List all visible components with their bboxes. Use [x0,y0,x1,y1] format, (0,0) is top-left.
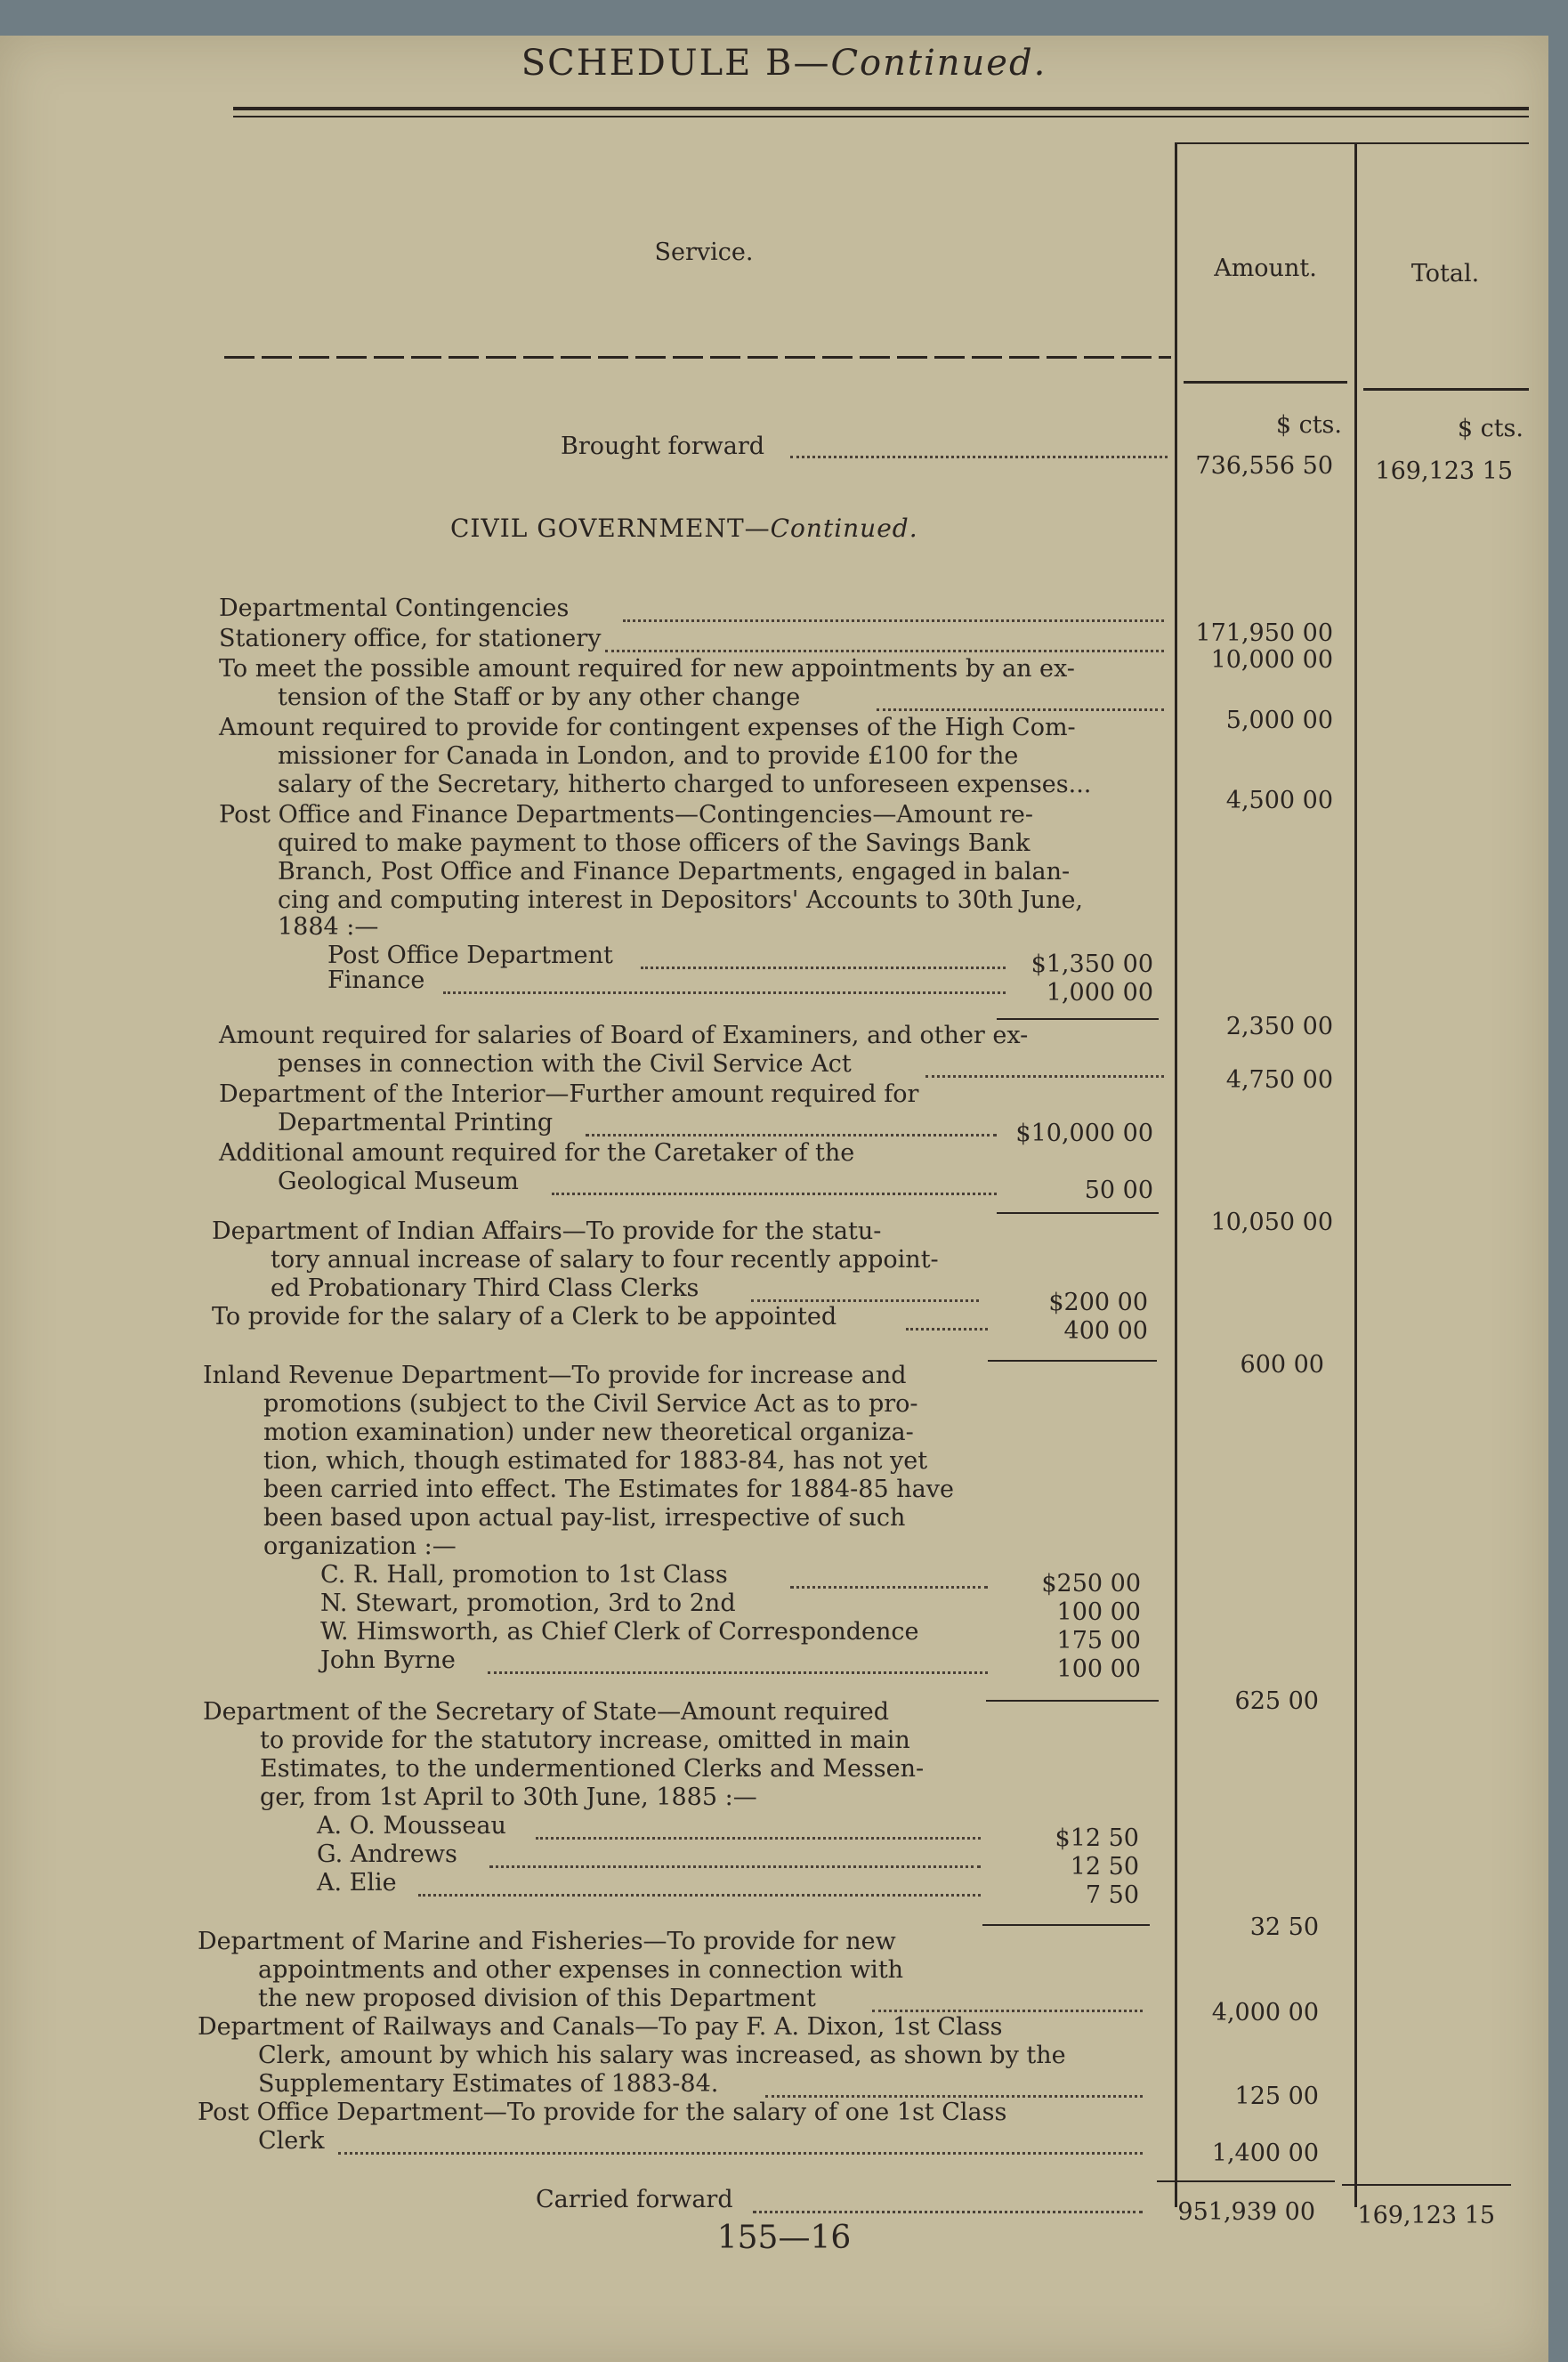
service-line: To provide for the salary of a Clerk to be appointed [212,1303,837,1331]
service-line: Department of Indian Affairs—To provide for the statu- [212,1217,882,1245]
service-line: appointments and other expenses in connection with [258,1956,904,1984]
sub-amount: $12 50 [1055,1824,1139,1852]
service-line: Departmental Printing [278,1109,554,1137]
amount-value: 600 00 [1240,1351,1324,1379]
brought-forward-label: Brought forward [561,433,765,460]
leader-dots [790,456,1168,458]
service-line: Clerk, amount by which his salary was increased, as shown by the [258,2042,1066,2069]
sub-amount: 100 00 [1056,1655,1141,1683]
carried-forward-amount: 951,939 00 [1177,2198,1315,2226]
amount-value: 10,000 00 [1210,646,1333,674]
sub-amount: $1,350 00 [1031,950,1153,978]
leader-dots [751,1299,979,1302]
service-line: Branch, Post Office and Finance Departments, engaged in balan- [278,858,1071,886]
leader-dots [605,650,1164,652]
leader-dots [488,1671,988,1674]
service-line: ger, from 1st April to 30th June, 1885 :— [260,1784,757,1811]
section-italic: Continued. [770,514,918,543]
carried-forward-label: Carried forward [536,2186,733,2213]
service-line: Stationery office, for stationery [219,625,602,652]
column-header-total: Total. [1410,260,1480,287]
header-rule-top-2 [233,116,1529,117]
service-line: organization :— [263,1533,457,1560]
amount-value: 125 00 [1234,2083,1319,2110]
service-line: tension of the Staff or by any other change [278,684,801,711]
service-line: Clerk [258,2127,325,2155]
sub-amount: $250 00 [1041,1570,1141,1598]
subtotal-rule [997,1018,1159,1020]
amount-value: 5,000 00 [1225,707,1333,734]
service-line: C. R. Hall, promotion to 1st Class [320,1561,728,1589]
subtotal-rule [988,1360,1157,1362]
header-rule-top [233,107,1529,110]
total-header-rule [1363,388,1529,391]
service-line: G. Andrews [317,1840,457,1868]
schedule-heading [0,43,1568,84]
service-line: W. Himsworth, as Chief Clerk of Correspondence [320,1618,919,1646]
amount-value: 1,400 00 [1211,2140,1319,2167]
leader-dots [536,1837,981,1840]
amount-value: 4,000 00 [1211,1999,1319,2026]
sub-amount: 50 00 [1084,1177,1153,1204]
column-header-amount: Amount. [1214,255,1317,282]
leader-dots [338,2152,1143,2155]
service-line: Amount required for salaries of Board of Examiners, and other ex- [219,1022,1029,1049]
leader-dots [586,1134,997,1137]
service-line: Amount required to provide for contingent expenses of the High Com- [219,714,1076,741]
heading-main: SCHEDULE B— [521,43,831,84]
amount-value: 4,750 00 [1225,1066,1333,1094]
service-line: been based upon actual pay-list, irrespective of such [263,1504,906,1532]
service-line: N. Stewart, promotion, 3rd to 2nd [320,1589,736,1617]
service-line: Post Office Department—To provide for the salary of one 1st Class [198,2099,1007,2126]
service-line: promotions (subject to the Civil Service Act as to pro- [263,1390,918,1418]
header-dash-rule [224,356,1171,359]
service-line: quired to make payment to those officers of the Savings Bank [278,829,1031,857]
column-header-service: Service. [654,239,754,266]
amount-value: 4,500 00 [1225,787,1333,814]
service-line: to provide for the statutory increase, omitted in main [260,1727,910,1754]
service-line: 1884 :— [278,913,379,941]
leader-dots [753,2211,1143,2213]
total-footer-rule [1342,2184,1511,2186]
service-line: Department of Railways and Canals—To pay F. A. Dixon, 1st Class [198,2013,1003,2041]
amount-value: 10,050 00 [1210,1209,1333,1236]
leader-dots [418,1894,981,1897]
service-line: the new proposed division of this Department [258,1985,816,2012]
amount-units: $ cts. [1275,411,1342,439]
header-rule-right [1175,142,1529,144]
section-main: CIVIL GOVERNMENT— [450,514,771,543]
service-line: Inland Revenue Department—To provide for increase and [203,1362,907,1389]
service-line: been carried into effect. The Estimates for 1884-85 have [263,1476,954,1503]
section-heading [450,514,918,543]
amount-footer-rule [1157,2180,1335,2182]
leader-dots [790,1586,988,1589]
service-line: Department of the Secretary of State—Amount required [203,1698,890,1726]
leader-dots [906,1328,988,1331]
service-line: A. Elie [317,1869,397,1897]
leader-dots [552,1193,997,1195]
amount-value: 32 50 [1249,1913,1319,1941]
sub-amount: 400 00 [1063,1317,1148,1345]
leader-dots [925,1075,1164,1078]
service-line: To meet the possible amount required for new appointments by an ex- [219,655,1075,683]
service-line: A. O. Mousseau [317,1812,506,1840]
subtotal-rule [986,1700,1159,1702]
sub-amount: $10,000 00 [1015,1120,1153,1147]
total-column-rule [1354,142,1357,2207]
amount-value: 625 00 [1234,1687,1319,1715]
brought-forward-amount: 736,556 50 [1195,452,1333,480]
service-line: tory annual increase of salary to four recently appoint- [271,1246,939,1274]
sub-amount: 12 50 [1070,1853,1139,1881]
service-line: Geological Museum [278,1168,519,1195]
sub-amount: 1,000 00 [1046,979,1153,1007]
total-units: $ cts. [1457,415,1524,442]
leader-dots [489,1865,981,1868]
leader-dots [872,2010,1143,2012]
amount-header-rule [1184,381,1347,384]
sub-amount: 175 00 [1056,1627,1141,1654]
service-line: Estimates, to the undermentioned Clerks and Messen- [260,1755,925,1783]
service-line: Post Office Department [327,942,613,969]
leader-dots [877,708,1164,711]
service-line: Finance [327,967,425,994]
subtotal-rule [982,1924,1150,1926]
leader-dots [765,2095,1143,2098]
service-line: Department of Marine and Fisheries—To provide for new [198,1928,896,1955]
carried-forward-total: 169,123 15 [1357,2202,1495,2229]
amount-value: 2,350 00 [1225,1013,1333,1040]
service-line: ed Probationary Third Class Clerks [271,1274,699,1302]
service-line: tion, which, though estimated for 1883-84, has not yet [263,1447,928,1475]
page-number: 155—16 [716,2220,852,2256]
service-line: motion examination) under new theoretical organiza- [263,1419,914,1446]
brought-forward-total: 169,123 15 [1375,457,1513,485]
service-line: Post Office and Finance Departments—Contingencies—Amount re- [219,801,1033,829]
service-line: John Byrne [320,1646,456,1674]
service-line: missioner for Canada in London, and to provide £100 for the [278,742,1019,770]
leader-dots [623,619,1164,622]
amount-column-rule [1175,142,1177,2207]
service-line: Supplementary Estimates of 1883-84. [258,2070,719,2098]
sub-amount: $200 00 [1048,1289,1148,1316]
service-line: penses in connection with the Civil Service Act [278,1050,852,1078]
sub-amount: 100 00 [1056,1598,1141,1626]
service-line: Departmental Contingencies [219,595,570,622]
amount-value: 171,950 00 [1195,619,1333,647]
service-line: Additional amount required for the Caretaker of the [219,1139,855,1167]
service-line: cing and computing interest in Depositors' Accounts to 30th June, [278,886,1084,914]
service-line: Department of the Interior—Further amount required for [219,1080,919,1108]
sub-amount: 7 50 [1085,1881,1139,1909]
heading-italic: Continued. [830,43,1047,84]
subtotal-rule [997,1212,1159,1214]
leader-dots [641,967,1006,969]
leader-dots [443,991,1006,994]
service-line: salary of the Secretary, hitherto charged to unforeseen expenses... [278,771,1092,798]
